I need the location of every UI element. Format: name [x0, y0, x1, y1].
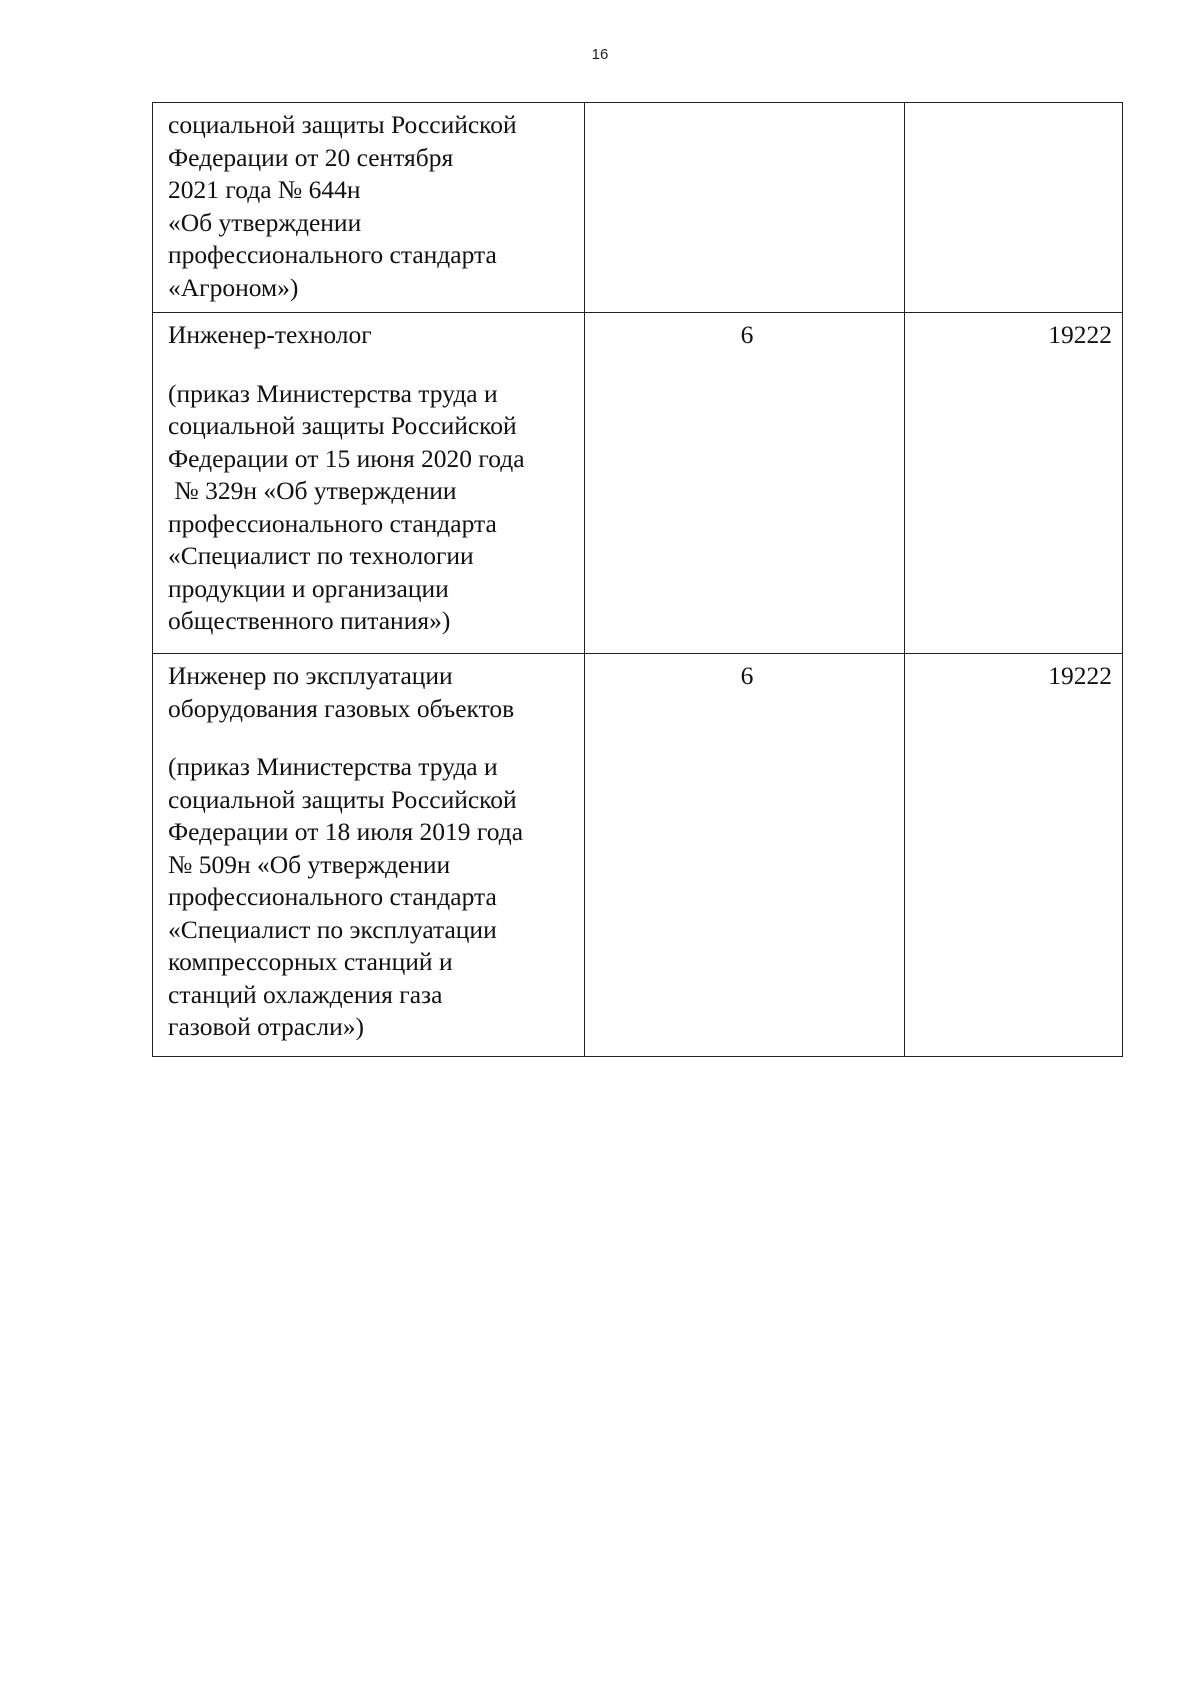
- order-text-line: Федерации от 15 июня 2020 года: [168, 443, 525, 473]
- profession-cell: [153, 103, 585, 313]
- profession-cell: [153, 313, 585, 654]
- order-text-line: общественного питания»): [168, 606, 451, 635]
- order-text-line: «Об утверждении: [168, 207, 362, 237]
- profession-title: Инженер-технолог: [168, 320, 372, 349]
- order-text-line: социальной защиты Российской: [168, 411, 517, 440]
- order-text-line: социальной защиты Российской: [168, 784, 517, 814]
- order-text-line: станций охлаждения газа: [168, 979, 443, 1009]
- order-text-line: профессионального стандарта: [168, 240, 497, 269]
- order-text-line: профессионального стандарта: [168, 882, 497, 911]
- order-text-line: (приказ Министерства труда и: [168, 378, 498, 408]
- order-text-line: «Агроном»): [168, 272, 299, 302]
- table-row: [153, 103, 1123, 313]
- qualification-level-cell: 6: [585, 313, 905, 654]
- qualification-table: [152, 102, 1123, 1057]
- profession-title: оборудования газовых объектов: [168, 693, 515, 723]
- order-text-line: газовой отрасли»): [168, 1012, 364, 1041]
- profession-cell: [153, 654, 585, 1057]
- profession-title: Инженер по эксплуатации: [168, 661, 453, 690]
- order-text-line: продукции и организации: [168, 573, 449, 603]
- table-row: [153, 654, 1123, 1057]
- order-text-line: «Специалист по технологии: [168, 541, 474, 570]
- qualification-level-cell: 6: [585, 654, 905, 1057]
- page-number: 16: [591, 46, 609, 63]
- qualification-level-cell: [585, 103, 905, 313]
- order-text-line: «Специалист по эксплуатации: [168, 914, 497, 944]
- profession-code-cell: [905, 103, 1123, 313]
- order-text-line: компрессорных станций и: [168, 947, 453, 976]
- order-text-line: (приказ Министерства труда и: [168, 752, 498, 781]
- table-row: [153, 313, 1123, 654]
- profession-code-cell: 19222: [905, 313, 1123, 654]
- order-text-line: Федерации от 20 сентября: [168, 142, 454, 172]
- order-text-line: 2021 года № 644н: [168, 175, 361, 204]
- order-text-line: № 509н «Об утверждении: [168, 849, 451, 879]
- profession-code-cell: 19222: [905, 654, 1123, 1057]
- order-text-line: № 329н «Об утверждении: [168, 476, 457, 505]
- order-text-line: Федерации от 18 июля 2019 года: [168, 817, 524, 846]
- order-text-line: профессионального стандарта: [168, 508, 497, 538]
- order-text-line: социальной защиты Российской: [168, 110, 517, 139]
